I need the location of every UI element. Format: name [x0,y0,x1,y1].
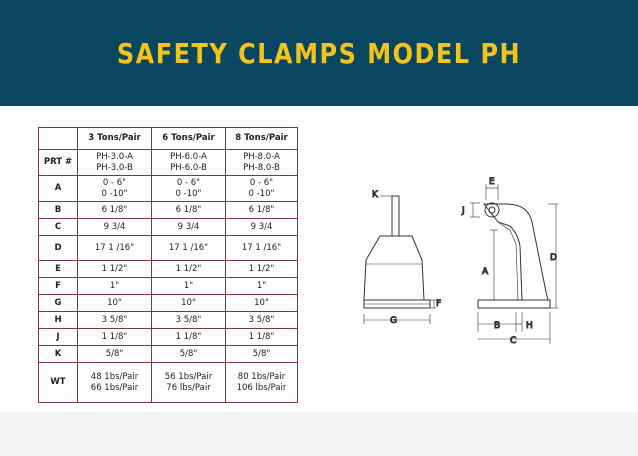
table-cell [78,150,152,176]
cell-line: 0 - 6" [176,177,201,188]
cell-line: 0 - 6" [249,177,274,188]
cell-line: 17 1 /16" [94,242,135,253]
table-cell [152,295,226,312]
table-cell [152,219,226,236]
table-cell [152,346,226,363]
row-label: J [39,329,78,346]
cell-line: 48 1bs/Pair [90,371,139,382]
table-cell [78,261,152,278]
cell-line: 10" [254,297,269,308]
row-label: WT [39,363,78,403]
cell-line: 3 5/8" [248,314,275,325]
row-label: B [39,202,78,219]
cell-line: PH-6.0-A [170,151,207,162]
table-cell [226,346,298,363]
cell-line: PH-3.0-B [96,162,133,173]
table-cell [226,312,298,329]
cell-line: 1 1/2" [248,263,275,274]
row-label: D [39,236,78,261]
cell-line: 1 1/8" [101,331,128,342]
table-cell [78,329,152,346]
table-cell [226,295,298,312]
cell-line: 1 1/2" [101,263,128,274]
row-label: K [39,346,78,363]
table-row [39,363,298,403]
cell-line: 9 3/4 [177,221,200,232]
table-cell [152,278,226,295]
cell-line: 80 1bs/Pair [237,371,286,382]
cell-line: 6 1/8" [248,204,275,215]
label-a: A [482,267,489,277]
table-cell [78,312,152,329]
cell-line: PH-8.0-A [243,151,280,162]
table-cell [226,236,298,261]
header-banner [0,0,638,106]
cell-line: 3 5/8" [101,314,128,325]
label-c: C [510,336,517,346]
page-title: SAFETY CLAMPS MODEL PH [116,37,522,71]
table-cell [152,202,226,219]
table-cell [152,312,226,329]
table-cell [78,346,152,363]
row-label: C [39,219,78,236]
table-row [39,202,298,219]
table-cell [78,202,152,219]
table-cell [78,278,152,295]
table-cell [78,236,152,261]
cell-line: 1 1/8" [248,331,275,342]
row-label: E [39,261,78,278]
table-cell [78,219,152,236]
cell-line: 1" [183,280,194,291]
table-cell [226,278,298,295]
front-body [364,236,424,300]
cell-line: PH-8.0-B [243,162,280,173]
column-header: 8 Tons/Pair [226,128,298,150]
clamp-diagram [326,134,570,396]
label-j: J [462,206,465,216]
table-header-row [39,128,298,150]
table-cell [78,176,152,202]
label-k: K [372,190,378,200]
cell-line: 9 3/4 [250,221,273,232]
table-cell [226,329,298,346]
table-row [39,295,298,312]
cell-line: 56 1bs/Pair [164,371,213,382]
cell-line: 66 1bs/Pair [90,382,139,393]
cell-line: 0 -10" [248,188,275,199]
column-header: 3 Tons/Pair [78,128,152,150]
cell-line: 1" [109,280,120,291]
cell-line: 10" [181,297,196,308]
table-row [39,219,298,236]
label-g: G [390,316,397,326]
cell-line: 17 1 /16" [168,242,209,253]
table-row [39,278,298,295]
row-label: A [39,176,78,202]
cell-line: 0 -10" [101,188,128,199]
clamp-drawing-panel [326,134,570,396]
table-cell [226,202,298,219]
table-cell [78,363,152,403]
footer-strip [0,412,638,456]
row-label: F [39,278,78,295]
label-b: B [494,321,501,331]
table-cell [152,176,226,202]
cell-line: 6 1/8" [101,204,128,215]
cell-line: PH-3.0-A [96,151,133,162]
cell-line: 1 1/2" [175,263,202,274]
table-cell [152,236,226,261]
cell-line: 6 1/8" [175,204,202,215]
side-view [461,177,558,346]
cell-line: 5/8" [252,348,271,359]
row-label: G [39,295,78,312]
label-e: E [489,177,495,187]
label-f: F [436,299,442,309]
table-cell [226,261,298,278]
table-row [39,176,298,202]
table-row [39,312,298,329]
cell-line: 17 1 /16" [241,242,282,253]
cell-line: PH-6.0-B [170,162,207,173]
cell-line: 106 lbs/Pair [236,382,287,393]
cell-line: 1" [256,280,267,291]
specs-table [38,127,298,403]
column-header [39,128,78,150]
cell-line: 10" [107,297,122,308]
row-label: PRT # [39,150,78,176]
column-header: 6 Tons/Pair [152,128,226,150]
cell-line: 1 1/8" [175,331,202,342]
table-row [39,346,298,363]
table-cell [226,363,298,403]
table-cell [226,176,298,202]
cell-line: 5/8" [105,348,124,359]
table-cell [152,329,226,346]
table-cell [152,150,226,176]
table-row [39,150,298,176]
label-h: H [526,321,533,331]
cell-line: 0 - 6" [102,177,127,188]
row-label: H [39,312,78,329]
table-cell [152,261,226,278]
table-cell [226,219,298,236]
cell-line: 76 lbs/Pair [166,382,211,393]
cell-line: 5/8" [179,348,198,359]
cell-line: 3 5/8" [175,314,202,325]
side-base [478,300,550,308]
front-shaft [392,196,399,236]
table-cell [226,150,298,176]
table-row [39,329,298,346]
table-row [39,236,298,261]
table-row [39,261,298,278]
label-d: D [550,253,557,263]
cell-line: 0 -10" [175,188,202,199]
front-view [364,190,441,326]
table-cell [78,295,152,312]
table-cell [152,363,226,403]
cell-line: 9 3/4 [103,221,126,232]
